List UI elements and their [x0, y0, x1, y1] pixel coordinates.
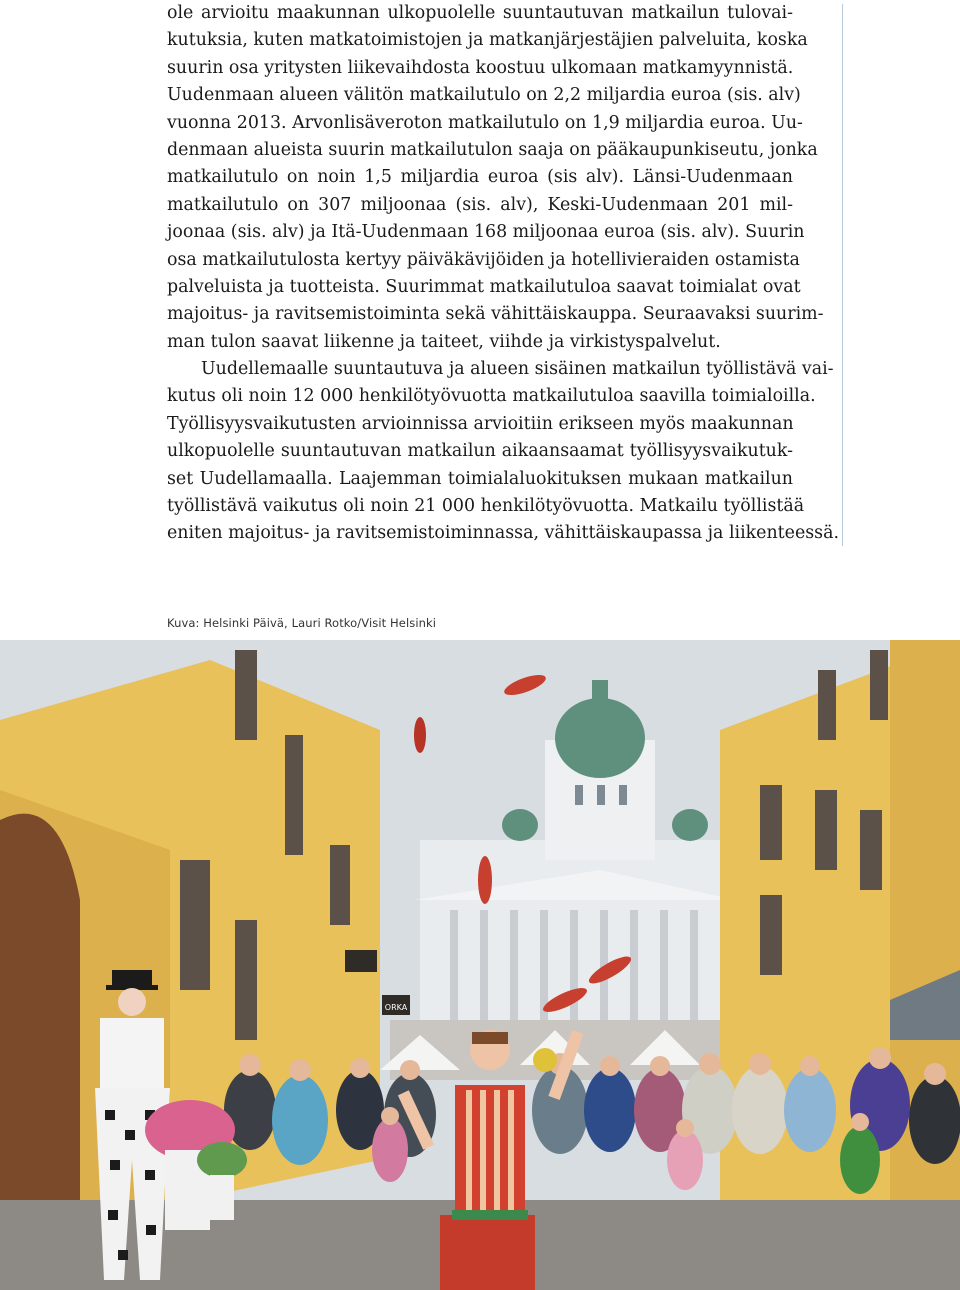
text-line: Uudenmaan alueen välitön matkailutulo on 2,2 miljardia euroa (sis. alv): [167, 85, 801, 106]
text-line: Työllisyysvaikutusten arvioinnissa arvioitiin erikseen myös maakunnan: [167, 413, 794, 434]
text-line: denmaan alueista suurin matkailutulon saaja on pääkaupunkiseutu, jonka: [167, 139, 818, 160]
text-line: kutuksia, kuten matkatoimistojen ja matkanjärjestäjien palveluita, koska: [167, 30, 808, 51]
text-line: suurin osa yritysten liikevaihdosta koostuu ulkomaan matkamyynnistä.: [167, 57, 794, 78]
text-line: matkailutulo on 307 miljoonaa (sis. alv), Keski-Uudenmaan 201 mil-: [167, 194, 793, 215]
storefront-sign: ORKA: [384, 1003, 408, 1012]
text-line: Uudellemaalle suuntautuva ja alueen sisäinen matkailun työllistävä vai-: [201, 359, 834, 380]
text-line: ole arvioitu maakunnan ulkopuolelle suuntautuvan matkailun tulovai-: [167, 3, 793, 23]
text-line: majoitus- ja ravitsemistoiminta sekä vähittäiskauppa. Seuraavaksi suurim-: [167, 304, 824, 325]
text-line: man tulon saavat liikenne ja taiteet, viihde ja virkistyspalvelut.: [167, 331, 721, 352]
text-line: matkailutulo on noin 1,5 miljardia euroa (sis alv). Länsi-Uudenmaan: [167, 167, 793, 188]
text-line: set Uudellamaalla. Laajemman toimialaluokituksen mukaan matkailun: [167, 468, 793, 489]
text-line: osa matkailutulosta kertyy päiväkävijöiden ja hotellivieraiden ostamista: [167, 249, 800, 270]
text-line: eniten majoitus- ja ravitsemistoiminnassa, vähittäiskaupassa ja liikenteessä.: [167, 523, 839, 544]
text-line: palveluista ja tuotteista. Suurimmat matkailutuloa saavat toimialat ovat: [167, 276, 801, 297]
text-line: kutus oli noin 12 000 henkilötyövuotta matkailutuloa saavilla toimialoilla.: [167, 386, 816, 407]
text-line: joonaa (sis. alv) ja Itä-Uudenmaan 168 miljoonaa euroa (sis. alv). Suurin: [167, 222, 805, 243]
right-building: [720, 640, 960, 1290]
margin-rule: [842, 4, 843, 546]
text-line: työllistävä vaikutus oli noin 21 000 henkilötyövuotta. Matkailu työllistää: [167, 496, 805, 517]
photo-caption: Kuva: Helsinki Päivä, Lauri Rotko/Visit Helsinki: [167, 616, 437, 630]
text-line: vuonna 2013. Arvonlisäveroton matkailutulo on 1,9 miljardia euroa. Uu-: [167, 112, 803, 133]
text-line: ulkopuolelle suuntautuvan matkailun aikaansaamat työllisyysvaikutuk-: [167, 441, 793, 462]
body-text: [167, 0, 839, 548]
street-photo: [0, 640, 960, 1290]
